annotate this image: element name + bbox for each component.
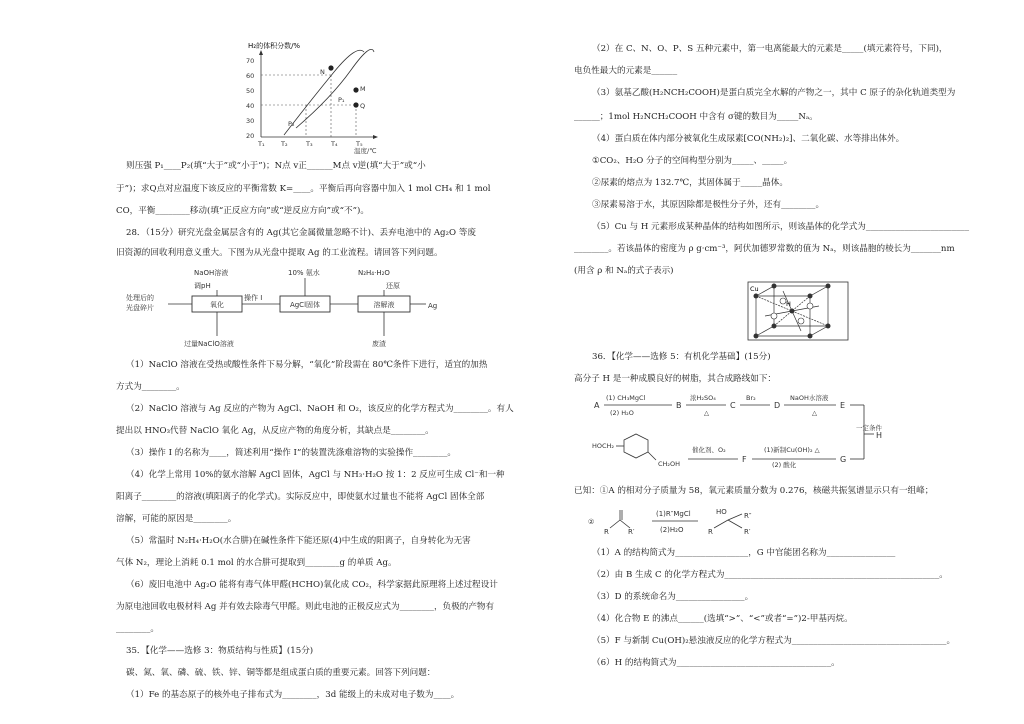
q35-s3-line-2: ______；1mol H₂NCH₂COOH 中含有 σ键的数目为_____Nₐ。 [574, 112, 818, 122]
q35-s4-item-1: ①CO₂、H₂O 分子的空间构型分别为_____、_____。 [592, 156, 793, 166]
route-reagent-6: (1)新制Cu(OH)₂ △ [764, 446, 820, 454]
q28-s1-line-2: 方式为________。 [116, 382, 185, 392]
known-2-r: R [604, 528, 609, 536]
graph-ytick: 40 [246, 102, 255, 110]
q35-s2-line-2: 电负性最大的元素是______ [574, 66, 678, 76]
q36-s5: （5）F 与新制 Cu(OH)₂悬浊液反应的化学方程式为____________________________________。 [592, 636, 956, 646]
q28-s5-line-2: 气体 N₂，理论上消耗 0.1 mol 的水合肼可提取到________g 的单质 Ag。 [116, 558, 397, 568]
graph-xtick: T₅ [356, 140, 363, 148]
q-intro-line-1: 则压强 P₁____P₂(填“大于”或“小于”)；N点 v正______M点 v逆(填“大于”或“小 [126, 161, 426, 171]
flow-reagent-ammonia: 10% 氨水 [288, 269, 320, 277]
q36-s3: （3）D 的系统命名为________________。 [592, 592, 754, 602]
route-reagent-3: Br₂ [746, 394, 756, 402]
known-1: 已知：①A 的相对分子质量为 58，氧元素质量分数为 0.276，核磁共振氢谱显示只有一组峰； [574, 486, 934, 496]
known-2-r-prod: R [708, 528, 713, 536]
graph-ytick: 60 [246, 72, 255, 80]
flow-start-2: 光盘碎片 [126, 304, 154, 312]
q-intro-line-2: 于”)；求Q点对应温度下该反应的平衡常数 K=____。平衡后再向容器中加入 1 mol CH₄ 和 1 mol [116, 184, 491, 194]
q35-s4-item-2: ②尿素的熔点为 132.7℃，其固体属于_____晶体。 [592, 178, 788, 188]
q36-s2: （2）由 B 生成 C 的化学方程式为__________________________________________________。 [592, 570, 948, 580]
route-reagent-4b: △ [812, 409, 817, 417]
q28-s6-line-3: ________。 [116, 624, 159, 634]
route-f: F [742, 455, 747, 464]
known-2-rp-prod: R′ [744, 528, 751, 536]
graph-xtick: T₃ [306, 140, 313, 148]
q28-s6-line-2: 为原电池回收电极材料 Ag 并有效去除毒气甲醛。则此电池的正极反应式为________，负极的产物有 [116, 602, 495, 612]
q35-s5-line-3: (用含 ρ 和 Nₐ的式子表示) [574, 266, 674, 276]
route-a: A [594, 401, 600, 410]
route-c: C [730, 401, 736, 410]
route-h: H [876, 431, 883, 440]
route-e: E [840, 401, 846, 410]
q35-s3-line-1: （3）氨基乙酸(H₂NCH₂COOH)是蛋白质完全水解的产物之一，其中 C 原子的杂化轨道类型为 [592, 88, 956, 98]
flow-start: 处理后的 [126, 294, 154, 302]
route-reagent-4: NaOH水溶液 [790, 394, 829, 402]
route-reagent-1b: (2) H₂O [610, 409, 634, 417]
q35-title: 35．【化学——选修 3：物质结构与性质】(15分) [126, 646, 314, 656]
flow-bottom-waste: 废渣 [372, 340, 386, 348]
ag-extraction-flowchart [118, 266, 458, 350]
route-b: B [676, 401, 682, 410]
known-reaction-2 [588, 504, 778, 538]
q28-s2-line-2: 提出以 HNO₃代替 NaClO 氧化 Ag，从反应产物的角度分析，其缺点是________。 [116, 426, 434, 436]
crystal-label-cu: Cu [750, 285, 759, 293]
q35-intro: 碳、氮、氧、磷、硫、铁、锌、铜等都是组成蛋白质的重要元素。回答下列问题： [126, 668, 436, 678]
route-reagent-1: (1) CH₃MgCl [606, 394, 646, 402]
q36-s4: （4）化合物 E 的沸点______(选填“>”、“<”或者“=”)2-甲基丙烷。 [592, 614, 853, 624]
route-condition: 一定条件 [856, 424, 882, 432]
route-reagent-6b: (2) 酸化 [772, 461, 797, 469]
synthesis-route [574, 388, 914, 470]
q28-s2-line-1: （2）NaClO 溶液与 Ag 反应的产物为 AgCl、NaOH 和 O₂，该反应的化学方程式为________。有人 [126, 404, 514, 414]
route-reagent-2b: △ [704, 409, 709, 417]
q35-s4: （4）蛋白质在体内部分被氧化生成尿素[CO(NH₂)₂]、二氧化碳、水等排出体外。 [592, 134, 905, 144]
known-2-rp: R′ [628, 528, 635, 536]
label-n: N [320, 68, 325, 76]
q36-s6: （6）H 的结构简式为____________________________________。 [592, 658, 840, 668]
flow-reagent-naoh: NaOH溶液 [194, 269, 229, 277]
label-m: M [360, 85, 366, 93]
flow-op1: 操作 I [244, 294, 263, 302]
label-q: Q [360, 102, 366, 110]
flow-bottom-naclo: 过量NaClO溶液 [184, 340, 234, 348]
q36-title: 36．【化学——选修 5：有机化学基础】(15分) [592, 352, 771, 362]
flow-reagent-ph: 调pH [194, 282, 211, 290]
label-p1: P₁ [338, 96, 345, 104]
route-reagent-5: 催化剂、O₂ [692, 446, 726, 454]
q28-s4-line-1: （4）化学上常用 10%的氨水溶解 AgCl 固体，AgCl 与 NH₃·H₂O 按 1：2 反应可生成 Cl⁻和一种 [126, 470, 505, 480]
crystal-label-h: H [786, 300, 791, 308]
flow-end: Ag [428, 302, 438, 310]
known-2-rpp: R″ [744, 512, 752, 520]
flow-box-agcl: AgCl固体 [289, 301, 321, 309]
q-intro-line-3: CO，平衡________移动(填“正反应方向”或“逆反应方向”或“不”)。 [116, 206, 369, 216]
q35-s4-item-3: ③尿素易溶于水，其原因除都是极性分子外，还有________。 [592, 200, 825, 210]
route-g: G [840, 455, 847, 464]
q35-s2-line-1: （2）在 C、N、O、P、S 五种元素中，第一电离能最大的元素是_____(填元素符号，下同)， [592, 44, 948, 54]
graph-xtick: T₂ [281, 140, 288, 148]
q35-s5-line-1: （5）Cu 与 H 元素形成某种晶体的结构如图所示，则该晶体的化学式为________________________ [592, 222, 970, 232]
flow-reagent-reduce: 还原 [386, 282, 400, 290]
flow-box-oxidize: 氧化 [210, 301, 224, 309]
graph-xtick: T₁ [258, 140, 265, 148]
q28-s1-line-1: （1）NaClO 溶液在受热或酸性条件下易分解，“氧化”阶段需在 80℃条件下进行，适宜的加热 [126, 360, 488, 370]
route-hoch2: HOCH₂ [592, 442, 615, 450]
q28-s5-line-1: （5）常温时 N₂H₄·H₂O(水合肼)在碱性条件下能还原(4)中生成的阳离子，自身转化为无害 [126, 536, 471, 546]
known-2-reagent-2: (2)H₂O [660, 526, 684, 534]
q36-intro: 高分子 H 是一种成膜良好的树脂，其合成路线如下： [574, 374, 777, 384]
known-2-num: ② [588, 518, 595, 526]
q28-line-1: 28．（15分）研究光盘金属层含有的 Ag(其它金属微量忽略不计)、丢弃电池中的 Ag₂O 等废 [126, 228, 476, 238]
cu-h-crystal-structure [744, 280, 854, 342]
graph-ytick: 30 [246, 117, 255, 125]
flow-box-solution: 溶解液 [373, 301, 395, 309]
h2-volume-fraction-graph [236, 40, 406, 155]
graph-ytick: 70 [246, 57, 255, 65]
q28-s4-line-3: 溶解，可能的原因是________。 [116, 514, 237, 524]
graph-xlabel: 温度/℃ [354, 147, 377, 155]
graph-ytick: 20 [246, 132, 255, 140]
q28-s4-line-2: 阳离子________的溶液(填阳离子的化学式)。实际反应中，即使氨水过量也不能将 AgCl 固体全部 [116, 492, 485, 502]
route-reagent-2: 浓H₂SO₄ [690, 394, 716, 402]
flow-reagent-hydrazine: N₂H₄·H₂O [358, 269, 390, 277]
q28-s3: （3）操作 I 的名称为____，简述利用“操作 I”的装置洗涤难溶物的实验操作________。 [126, 448, 457, 458]
graph-xtick: T₄ [331, 140, 338, 148]
route-d: D [774, 401, 781, 410]
route-ch2oh: CH₂OH [658, 460, 681, 468]
q35-s5-line-2: ________。若该晶体的密度为 ρ g·cm⁻³，阿伏加德罗常数的值为 Nₐ，则该晶胞的棱长为_______nm [574, 244, 955, 254]
q28-line-2: 旧资源的回收利用意义重大。下图为从光盘中提取 Ag 的工业流程。请回答下列问题。 [116, 248, 443, 258]
known-2-reagent-1: (1)R″MgCl [656, 510, 691, 518]
q36-s1: （1）A 的结构简式为_________________，G 中官能团名称为________________ [592, 548, 896, 558]
graph-ylabel: H₂的体积分数/% [248, 42, 301, 50]
q35-s1: （1）Fe 的基态原子的核外电子排布式为________，3d 能级上的未成对电子数为____。 [126, 690, 460, 700]
label-p2: P₂ [288, 120, 295, 128]
q28-s6-line-1: （6）废旧电池中 Ag₂O 能将有毒气体甲醛(HCHO)氧化成 CO₂，科学家据此原理将上述过程设计 [126, 580, 498, 590]
known-2-ho: HO [716, 508, 727, 516]
graph-ytick: 50 [246, 87, 255, 95]
